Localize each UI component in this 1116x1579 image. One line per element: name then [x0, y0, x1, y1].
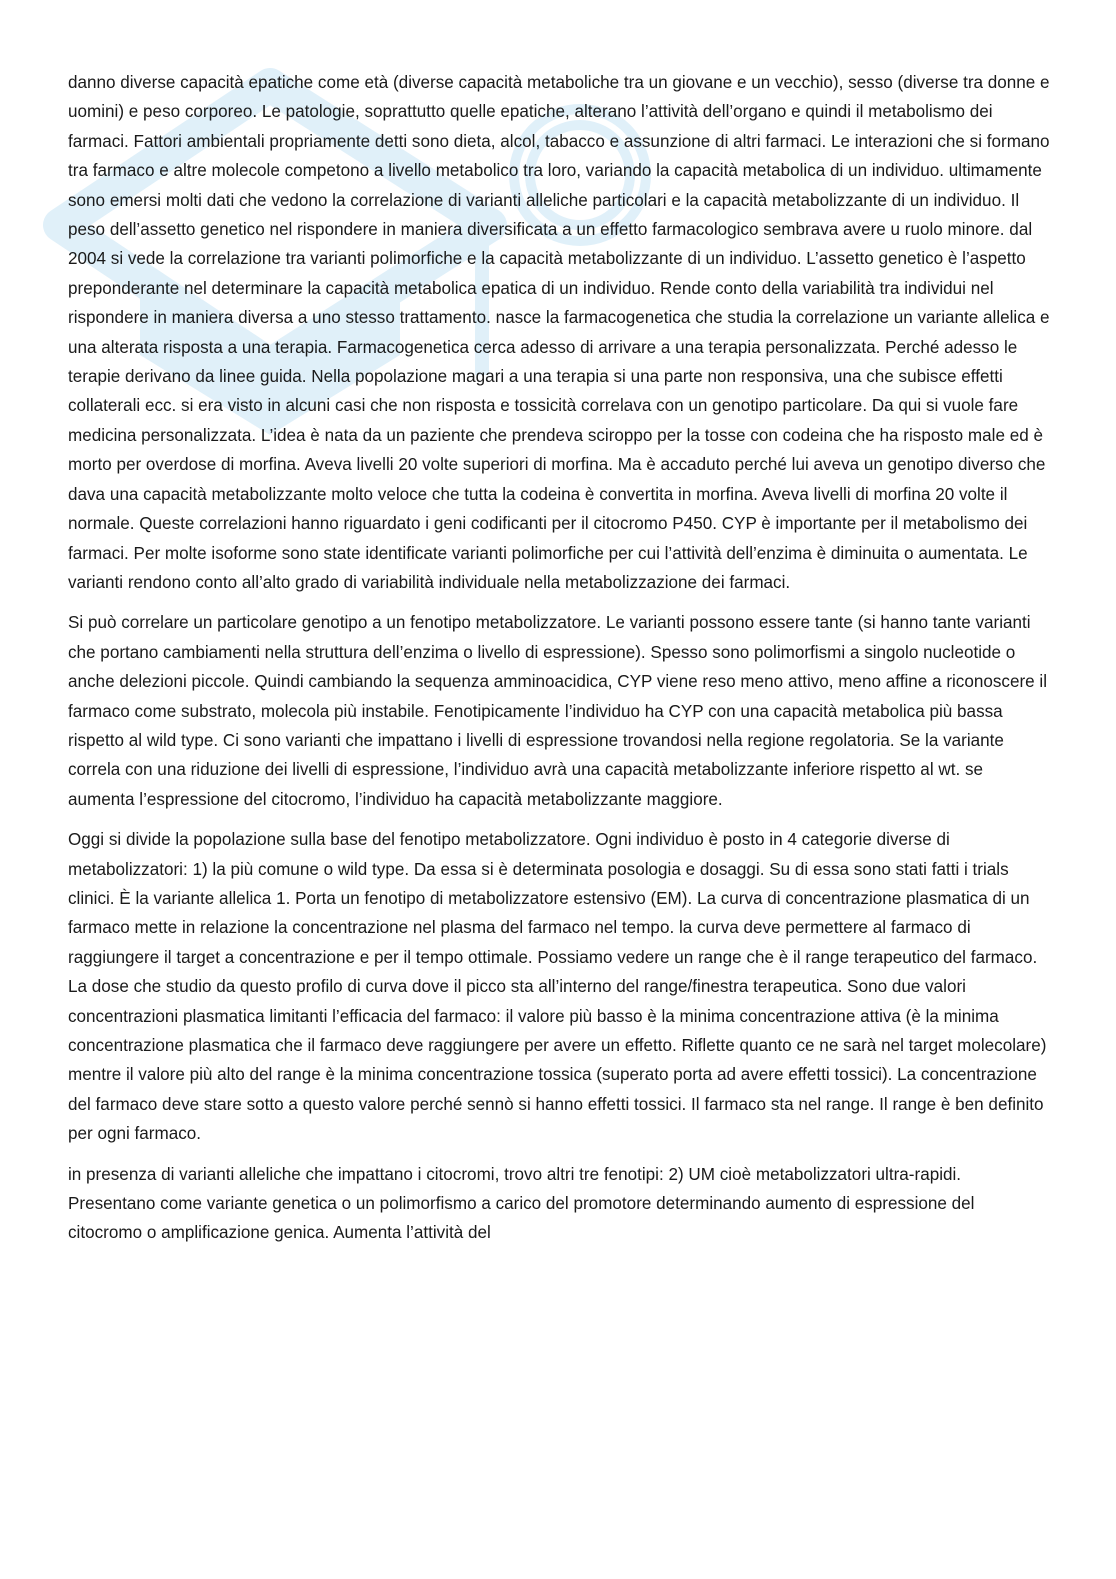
document-body: [68, 68, 1050, 1259]
paragraph-3: Oggi si divide la popolazione sulla base del fenotipo metabolizzatore. Ogni individuo è posto in 4 categorie diverse di metabolizzatori: 1) la più comune o wild type. Da essa si è determinata posologia e dosaggi. Su di essa sono stati fatti i trials clinici. È la variante allelica 1. Porta un fenotipo di metabolizzatore estensivo (EM). La curva di concentrazione plasmatica di un farmaco mette in relazione la concentrazione nel plasma del farmaco nel tempo. la curva deve permettere al farmaco di raggiungere il target a concentrazione e per il tempo ottimale. Possiamo vedere un range che è il range terapeutico del farmaco. La dose che studio da questo profilo di curva dove il picco sta all’interno del range/finestra terapeutica. Sono due valori concentrazioni plasmatica limitanti l’efficacia del farmaco: il valore più basso è la minima concentrazione attiva (è la minima concentrazione plasmatica che il farmaco deve raggiungere per avere un effetto. Riflette quanto ce ne sarà nel target molecolare) mentre il valore più alto del range è la minima concentrazione tossica (superato porta ad avere effetti tossici). La concentrazione del farmaco deve stare sotto a questo valore perché sennò si hanno effetti tossici. Il farmaco sta nel range. Il range è ben definito per ogni farmaco.: [68, 830, 1047, 1144]
paragraph-1: danno diverse capacità epatiche come età (diverse capacità metaboliche tra un giovane e un vecchio), sesso (diverse tra donne e uomini) e peso corporeo. Le patologie, soprattutto quelle epatiche, alterano l’attività dell’organo e quindi il metabolismo dei farmaci. Fattori ambientali propriamente detti sono dieta, alcol, tabacco e assunzione di altri farmaci. Le interazioni che si formano tra farmaco e altre molecole competono a livello metabolico tra loro, variando la capacità metabolica di un individuo. ultimamente sono emersi molti dati che vedono la correlazione di varianti alleliche particolari e la capacità metabolizzante di un individuo. Il peso dell’assetto genetico nel rispondere in maniera diversificata a un effetto farmacologico sembrava avere u ruolo minore. dal 2004 si vede la correlazione tra varianti polimorfiche e la capacità metabolizzante di un individuo. L’assetto genetico è l’aspetto preponderante nel determinare la capacità metabolica epatica di un individuo. Rende conto della variabilità tra individui nel rispondere in maniera diversa a uno stesso trattamento. nasce la farmacogenetica che studia la correlazione un variante allelica e una alterata risposta a una terapia. Farmacogenetica cerca adesso di arrivare a una terapia personalizzata. Perché adesso le terapie derivano da linee guida. Nella popolazione magari a una terapia si una parte non responsiva, una che subisce effetti collaterali ecc. si era visto in alcuni casi che non risposta e tossicità correlava con un genotipo particolare. Da qui si vuole fare medicina personalizzata. L’idea è nata da un paziente che prendeva sciroppo per la tosse con codeina che ha risposto male ed è morto per overdose di morfina. Aveva livelli 20 volte superiori di morfina. Ma è accaduto perché lui aveva un genotipo diverso che dava una capacità metabolizzante molto veloce che tutta la codeina è convertita in morfina. Aveva livelli di morfina 20 volte il normale. Queste correlazioni hanno riguardato i geni codificanti per il citocromo P450. CYP è importante per il metabolismo dei farmaci. Per molte isoforme sono state identificate varianti polimorfiche per cui l’attività dell’enzima è diminuita o aumentata. Le varianti rendono conto all’alto grado di variabilità individuale nella metabolizzazione dei farmaci.: [68, 73, 1050, 592]
paragraph-4: in presenza di varianti alleliche che impattano i citocromi, trovo altri tre fenotipi: 2) UM cioè metabolizzatori ultra-rapidi. Presentano come variante genetica o un polimorfismo a carico del promotore determinando aumento di espressione del citocromo o amplificazione genica. Aumenta l’attività del: [68, 1164, 975, 1243]
paragraph-2: Si può correlare un particolare genotipo a un fenotipo metabolizzatore. Le varianti possono essere tante (si hanno tante varianti che portano cambiamenti nella struttura dell’enzima o livello di espressione). Spesso sono polimorfismi a singolo nucleotide o anche delezioni piccole. Quindi cambiando la sequenza amminoacidica, CYP viene reso meno attivo, meno affine a riconoscere il farmaco come substrato, molecola più instabile. Fenotipicamente l’individuo ha CYP con una capacità metabolica più bassa rispetto al wild type. Ci sono varianti che impattano i livelli di espressione trovandosi nella regione regolatoria. Se la variante correla con una riduzione dei livelli di espressione, l’individuo avrà una capacità metabolizzante inferiore rispetto al wt. se aumenta l’espressione del citocromo, l’individuo ha capacità metabolizzante maggiore.: [68, 613, 1048, 809]
